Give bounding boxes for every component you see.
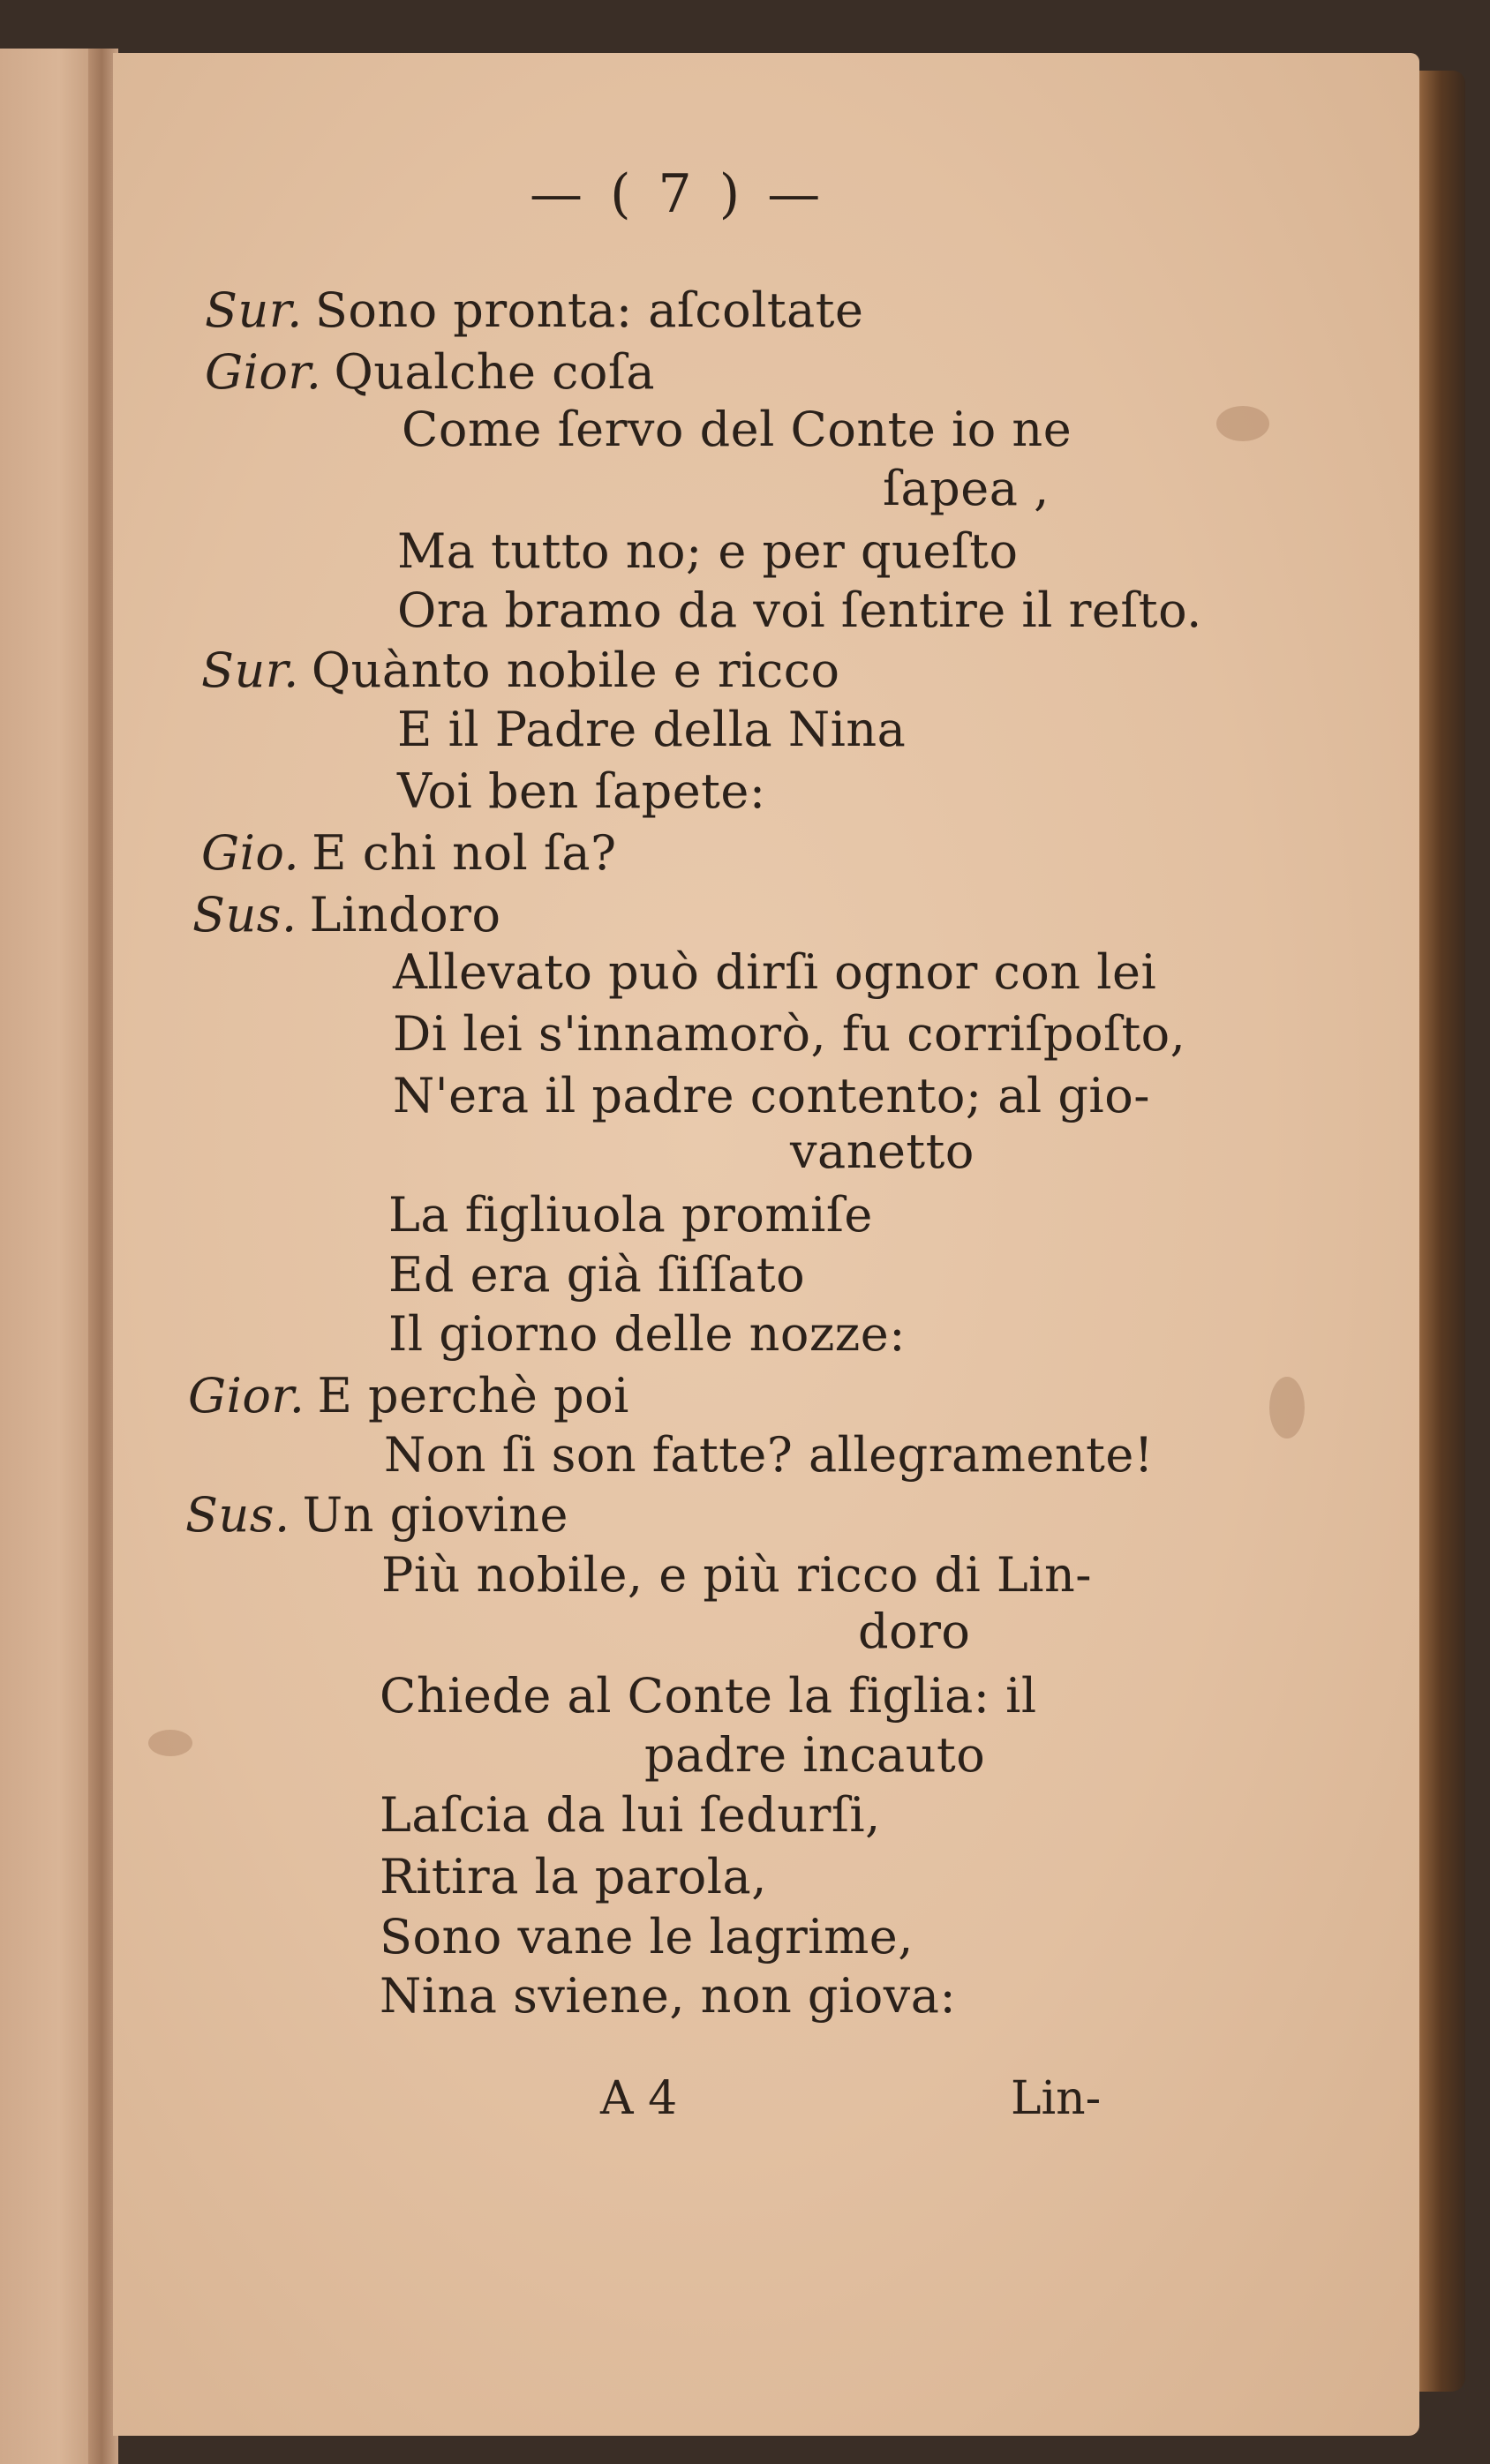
line-text: Come ſervo del Conte io ne	[402, 402, 1072, 457]
line-text: Quànto nobile e ricco	[311, 642, 840, 698]
speaker-label: Sus.	[192, 887, 297, 943]
line-13	[393, 1006, 1186, 1062]
line-text: Qualche coſa	[334, 344, 656, 400]
line-23	[858, 1604, 971, 1659]
stain	[1216, 406, 1269, 441]
speaker-label: Gior.	[188, 1368, 305, 1424]
line-text: E chi nol ſa?	[312, 825, 617, 881]
signature-mark: A 4	[600, 2072, 678, 2125]
line-text: Più nobile, e più ricco di Lin-	[381, 1547, 1093, 1603]
line-22	[381, 1547, 1093, 1603]
stain	[148, 1730, 192, 1756]
line-16	[388, 1187, 873, 1243]
line-text: Ed era già ſiſſato	[388, 1247, 806, 1303]
line-text: Laſcia da lui ſedurſi,	[380, 1787, 881, 1843]
facing-page-edge	[0, 49, 99, 2464]
line-text: Sono pronta: aſcoltate	[314, 282, 864, 338]
line-29	[380, 1968, 957, 2024]
line-text: E il Padre della Nina	[397, 702, 907, 757]
line-6	[397, 582, 1202, 638]
line-11	[192, 887, 501, 943]
line-12	[393, 944, 1157, 1000]
line-text: Ora bramo da voi ſentire il reſto.	[397, 582, 1202, 638]
line-2	[205, 344, 656, 400]
line-24	[380, 1668, 1037, 1724]
line-8	[397, 702, 907, 757]
line-25	[644, 1727, 986, 1783]
speaker-label: Sur.	[201, 642, 299, 698]
line-text: Chiede al Conte la figlia: il	[380, 1668, 1037, 1724]
line-text: Di lei s'innamorò, fu corriſpoſto,	[393, 1006, 1186, 1062]
line-26	[380, 1787, 881, 1843]
line-text: Il giorno delle nozze:	[388, 1306, 906, 1362]
line-text: Non ſi son fatte? allegramente!	[384, 1427, 1155, 1483]
line-text: Sono vane le lagrime,	[380, 1909, 914, 1964]
line-text: Un giovine	[302, 1487, 568, 1543]
line-text: Nina sviene, non giova:	[380, 1968, 957, 2024]
line-5	[397, 523, 1019, 579]
line-14	[393, 1068, 1150, 1123]
speaker-label: Sur.	[205, 282, 303, 338]
line-19	[188, 1368, 629, 1424]
line-9	[397, 763, 766, 819]
line-text: Ritira la parola,	[380, 1849, 767, 1904]
line-3	[402, 402, 1072, 457]
line-text: N'era il padre contento; al gio-	[393, 1068, 1150, 1123]
line-4	[883, 461, 1050, 516]
line-15	[790, 1123, 975, 1179]
line-text: E perchè poi	[317, 1368, 629, 1424]
speaker-label: Gior.	[205, 344, 322, 400]
speaker-label: Sus.	[185, 1487, 290, 1543]
speaker-label: Gio.	[201, 825, 300, 881]
line-17	[388, 1247, 806, 1303]
line-18	[388, 1306, 906, 1362]
line-text: vanetto	[790, 1123, 975, 1179]
line-text: La figliuola promiſe	[388, 1187, 873, 1243]
line-1	[205, 282, 864, 338]
line-7	[201, 642, 840, 698]
line-28	[380, 1909, 914, 1964]
line-text: padre incauto	[644, 1727, 986, 1783]
line-text: Allevato può dirſi ognor con lei	[393, 944, 1157, 1000]
line-21	[185, 1487, 568, 1543]
line-text: Voi ben ſapete:	[397, 763, 766, 819]
line-20	[384, 1427, 1155, 1483]
catchword: Lin-	[1011, 2072, 1102, 2125]
line-text: ſapea ,	[883, 461, 1050, 516]
page-header: — ( 7 ) —	[530, 163, 826, 225]
line-10	[201, 825, 617, 881]
line-27	[380, 1849, 767, 1904]
line-text: Ma tutto no; e per queſto	[397, 523, 1019, 579]
stain	[1269, 1377, 1305, 1439]
line-text: Lindoro	[309, 887, 501, 943]
line-text: doro	[858, 1604, 971, 1659]
